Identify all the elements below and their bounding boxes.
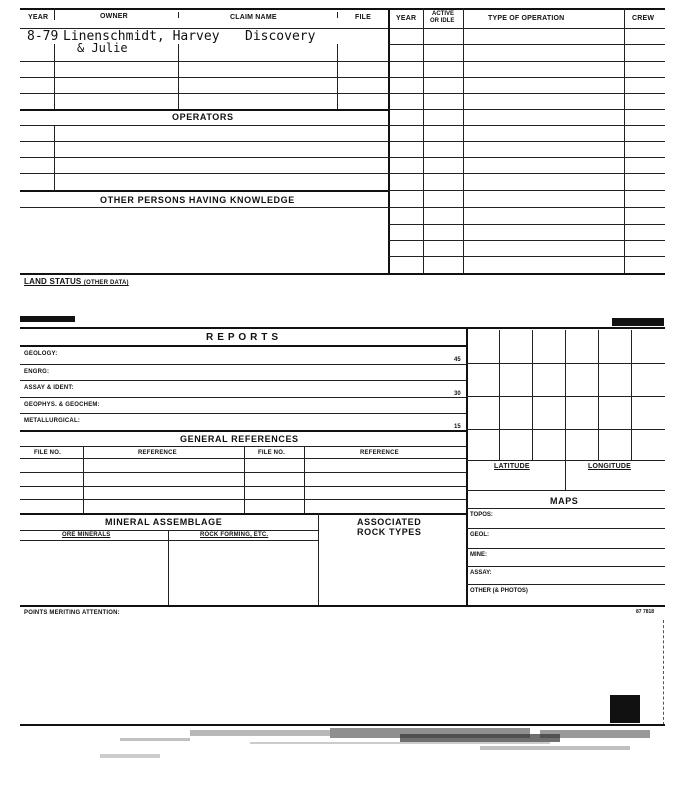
ref-file-no-2: FILE NO. bbox=[258, 450, 285, 456]
header-year-2: YEAR bbox=[396, 15, 417, 22]
header-claim-name: CLAIM NAME bbox=[230, 14, 277, 21]
other-persons-title: OTHER PERSONS HAVING KNOWLEDGE bbox=[100, 195, 295, 205]
operators-title: OPERATORS bbox=[172, 112, 234, 122]
reports-num-30: 30 bbox=[454, 391, 461, 397]
header-year: YEAR bbox=[28, 14, 49, 21]
header-or-idle: OR IDLE bbox=[430, 18, 455, 24]
mineral-ore-minerals: ORE MINERALS bbox=[62, 532, 111, 538]
scan-noise bbox=[100, 726, 660, 762]
header-crew: CREW bbox=[632, 15, 655, 22]
reports-engrg: ENGRG: bbox=[24, 369, 50, 375]
maps-topos: TOPOS: bbox=[470, 512, 493, 518]
land-status-label: LAND STATUS bbox=[24, 277, 82, 286]
form-code: 87 7818 bbox=[636, 609, 655, 615]
ref-file-no: FILE NO. bbox=[34, 450, 61, 456]
maps-assay: ASSAY: bbox=[470, 570, 492, 576]
reports-metallurgical: METALLURGICAL: bbox=[24, 418, 81, 424]
header-file: FILE bbox=[355, 14, 371, 21]
mineral-assemblage-title: MINERAL ASSEMBLAGE bbox=[105, 517, 223, 527]
latitude-label: LATITUDE bbox=[494, 463, 530, 470]
entry-owner: Linenschmidt, Harvey bbox=[63, 29, 220, 44]
general-references-title: GENERAL REFERENCES bbox=[180, 434, 299, 444]
mineral-rock-forming: ROCK FORMING, ETC. bbox=[200, 532, 269, 538]
entry-owner-line2: & Julie bbox=[77, 41, 128, 55]
header-type-of-operation: TYPE OF OPERATION bbox=[488, 15, 565, 22]
entry-year: 8-79 bbox=[27, 29, 59, 44]
reports-num-15: 15 bbox=[454, 424, 461, 430]
header-active: ACTIVE bbox=[432, 11, 455, 17]
header-owner: OWNER bbox=[100, 13, 128, 20]
points-title: POINTS MERITING ATTENTION: bbox=[24, 610, 120, 616]
ref-reference-2: REFERENCE bbox=[360, 450, 399, 456]
maps-other: OTHER (& PHOTOS) bbox=[470, 588, 528, 594]
maps-mine: MINE: bbox=[470, 552, 487, 558]
maps-title: MAPS bbox=[550, 496, 579, 506]
entry-claim-name: Discovery bbox=[245, 29, 316, 44]
reports-assay: ASSAY & IDENT: bbox=[24, 385, 74, 391]
ref-reference: REFERENCE bbox=[138, 450, 177, 456]
land-status-title bbox=[24, 277, 129, 286]
land-status-sub: (OTHER DATA) bbox=[83, 280, 129, 286]
reports-geology: GEOLOGY: bbox=[24, 351, 58, 357]
maps-geol: GEOL: bbox=[470, 532, 489, 538]
associated-rock-types-2: ROCK TYPES bbox=[357, 527, 422, 537]
corner-mark bbox=[610, 695, 640, 723]
scan-noise-graphic bbox=[100, 726, 660, 762]
reports-geophys: GEOPHYS. & GEOCHEM: bbox=[24, 402, 100, 408]
reports-num-45: 45 bbox=[454, 357, 461, 363]
associated-rock-types-1: ASSOCIATED bbox=[357, 517, 422, 527]
longitude-label: LONGITUDE bbox=[588, 463, 632, 470]
reports-title: R E P O R T S bbox=[206, 332, 279, 343]
